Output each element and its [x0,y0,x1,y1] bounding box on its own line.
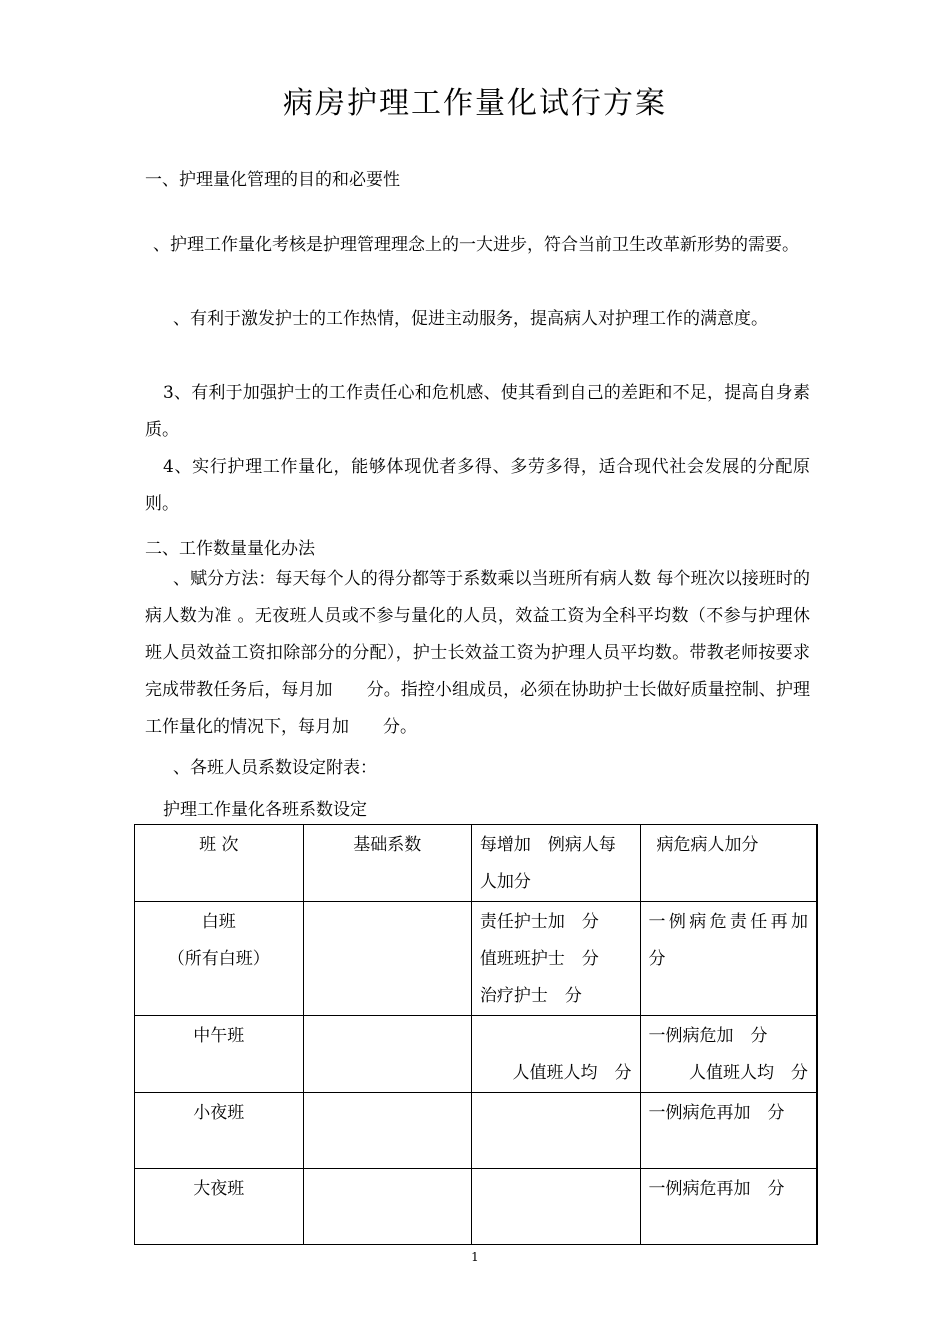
header-added-patient-points: 每增加 例病人每人加分 [471,825,640,902]
base-coefficient-cell [303,902,471,1016]
added-points-line: 值班班护士 分 [479,949,599,969]
shift-cell [135,902,304,1016]
added-points-line: 人值班人均 分 [512,1063,632,1083]
added-points-line: 责任护士加 分 [479,912,599,932]
added-points-cell [471,902,640,1016]
table-row [135,1016,818,1093]
section1-paragraph-1: 、护理工作量化考核是护理管理理念上的一大进步，符合当前卫生改革新形势的需要。 [153,235,799,255]
added-points-cell [471,1169,640,1245]
section2-heading: 二、工作数量量化办法 [145,539,315,559]
added-points-line: 治疗护士 分 [479,986,582,1006]
critical-points-line: 人值班人均 分 [689,1063,808,1083]
page-number: 1 [471,1250,479,1264]
critical-points-cell: 一例病危再加 分 [640,1093,817,1169]
shift-name: 大夜班 [135,1169,304,1245]
page-title: 病房护理工作量化试行方案 [283,86,667,121]
critical-points-cell: 一例病危责任再加 分 [640,902,817,1016]
header-base-coefficient: 基础系数 [303,825,471,902]
table-row [135,1169,818,1245]
coefficient-table [134,824,825,1245]
header-shift: 班 次 [135,825,304,902]
table-row [135,902,818,1016]
section1-paragraph-4: 4、实行护理工作量化，能够体现优者多得、多劳多得，适合现代社会发展的分配原则。 [145,457,810,514]
added-points-cell [471,1016,640,1093]
added-points-line [480,1018,632,1055]
shift-name: 中午班 [135,1016,304,1093]
shift-name: 小夜班 [135,1093,304,1169]
base-coefficient-cell [303,1093,471,1169]
base-coefficient-cell [303,1169,471,1245]
added-points-cell [471,1093,640,1169]
section2-paragraph-1: 、赋分方法：每天每个人的得分都等于系数乘以当班所有病人数 每个班次以接班时的病人数为准 。无夜班人员或不参与量化的人员，效益工资为全科平均数（不参与护理休班人员效益工资扣除部分的分配），护士长效益工资为护理人员平均数。带教老师按要求完成带教任务后，每月加 分。指控小组成员，必须在协助护士长做好质量控制、护理工作量化的情况下，每月加 分。 [145,569,810,737]
base-coefficient-cell [303,1016,471,1093]
critical-points-line: 一例病危加 分 [648,1026,768,1046]
table-caption: 护理工作量化各班系数设定 [163,800,367,820]
critical-points-cell [640,1016,817,1093]
shift-name: 白班 [201,912,236,932]
table-header-row [135,825,818,902]
section1-paragraph-3: 3、有利于加强护士的工作责任心和危机感、使其看到自己的差距和不足，提高自身素质。 [145,383,810,440]
section1-paragraph-2: 、有利于激发护士的工作热情，促进主动服务，提高病人对护理工作的满意度。 [173,309,768,329]
critical-points-cell: 一例病危再加 分 [640,1169,817,1245]
shift-note: （所有白班） [167,949,270,969]
section1-heading: 一、护理量化管理的目的和必要性 [145,170,400,190]
section2-paragraph-2: 、各班人员系数设定附表： [173,758,377,778]
header-critical-points: 病危病人加分 [640,825,817,902]
table-row [135,1093,818,1169]
